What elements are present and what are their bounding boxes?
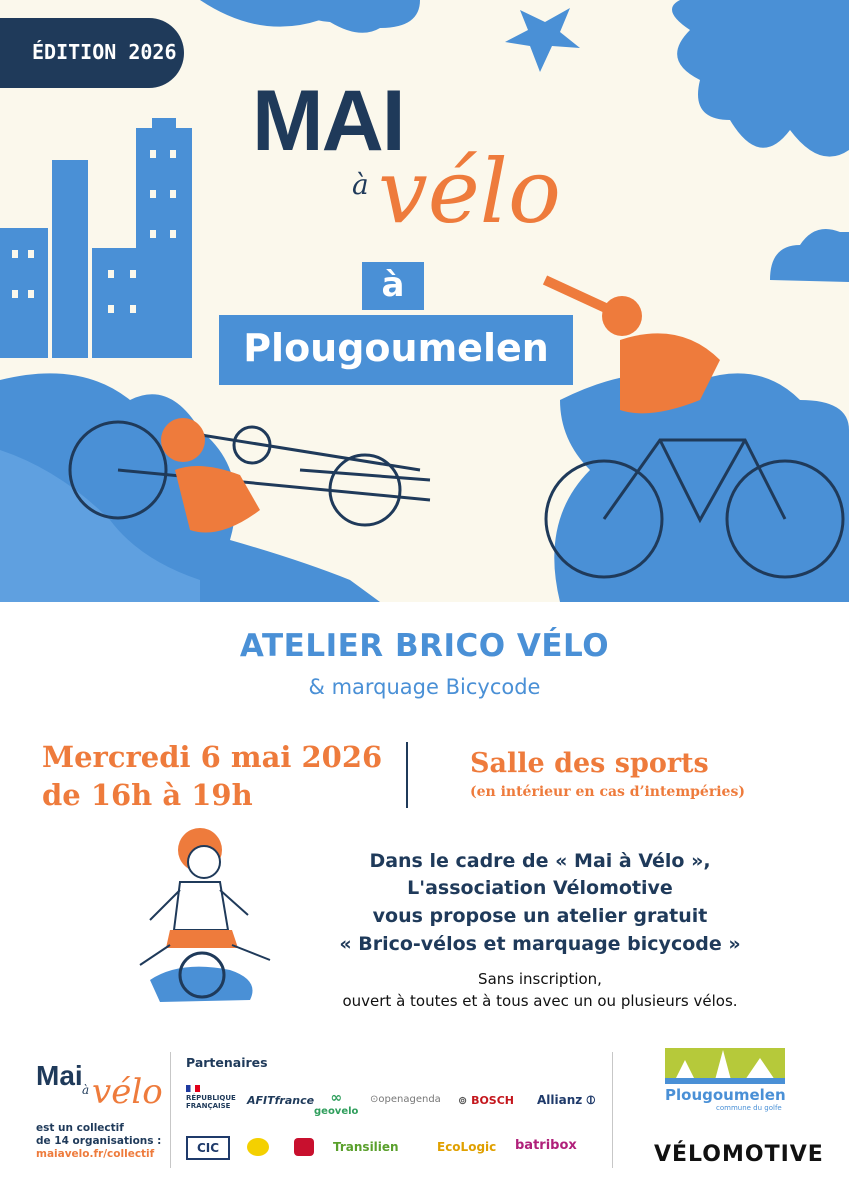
partner-afit: AFITfrance — [247, 1094, 315, 1107]
partners-title: Partenaires — [186, 1055, 268, 1070]
allianz-icon: ⦶ — [586, 1093, 596, 1107]
title-mai: MAI — [252, 73, 404, 169]
velomotive-logo: VÉLOMOTIVE — [654, 1142, 824, 1167]
collectif-text — [36, 1122, 161, 1161]
note-line-2: ouvert à toutes et à tous avec un ou plusieurs vélos. — [342, 992, 738, 1010]
bosch-label: BOSCH — [471, 1094, 514, 1107]
note-line-1: Sans inscription, — [478, 970, 602, 988]
rf-line-1: RÉPUBLIQUE — [186, 1094, 236, 1102]
location-pin-icon: ⊙ — [370, 1094, 379, 1105]
event-subtitle: & marquage Bicycode — [308, 675, 541, 699]
description-line-3: vous propose un atelier gratuit — [372, 905, 708, 927]
collectif-line-1: est un collectif — [36, 1122, 124, 1134]
edition-label: ÉDITION 2026 — [32, 40, 177, 64]
plougoumelen-logo-text: Plougoumelen — [665, 1086, 786, 1104]
description-line-2: L'association Vélomotive — [407, 877, 673, 899]
collectif-line-2: de 14 organisations : — [36, 1135, 162, 1147]
french-flag-icon — [186, 1085, 200, 1092]
allianz-label: Allianz — [537, 1093, 583, 1107]
event-time: de 16h à 19h — [42, 778, 253, 812]
building-left — [0, 228, 48, 358]
footer-divider-right — [612, 1052, 613, 1168]
partner-openagenda — [370, 1094, 441, 1105]
partner-allianz — [537, 1093, 595, 1108]
openagenda-label: openagenda — [378, 1094, 441, 1105]
event-place-note: (en intérieur en cas d’intempéries) — [470, 784, 745, 800]
rf-line-2: FRANÇAISE — [186, 1102, 231, 1110]
description-line-4: « Brico-vélos et marquage bicycode » — [339, 933, 741, 955]
cloud-right — [770, 229, 849, 282]
sun-blob — [672, 0, 849, 157]
collectif-link[interactable]: maiavelo.fr/collectif — [36, 1148, 155, 1160]
footer-divider-left — [170, 1052, 171, 1168]
event-title: ATELIER BRICO VÉLO — [239, 628, 610, 664]
partner-geovelo — [314, 1090, 358, 1117]
bosch-icon: ⊚ — [458, 1094, 468, 1107]
footer-logo-velo: vélo — [92, 1072, 163, 1112]
edition-badge — [0, 18, 184, 88]
city-name-box: Plougoumelen — [219, 315, 573, 385]
event-date: Mercredi 6 mai 2026 — [42, 740, 383, 774]
title-a: à — [352, 168, 369, 201]
partner-bosch — [458, 1094, 514, 1107]
cyclist-head — [602, 296, 642, 336]
building-left2 — [52, 160, 88, 358]
sncf-logo-icon — [294, 1138, 314, 1156]
partner-transilien: Transilien — [333, 1140, 399, 1154]
top-cloud — [300, 0, 420, 33]
child-cyclist-illustration — [120, 820, 280, 1010]
plougoumelen-logo-subtitle: commune du golfe — [716, 1104, 782, 1112]
partner-ecologic: EcoLogic — [437, 1140, 497, 1154]
building-mid — [92, 248, 172, 358]
footer-logo-mai: Mai — [36, 1060, 83, 1091]
vertical-divider — [406, 742, 408, 808]
tour-de-france-logo-icon — [247, 1138, 269, 1156]
partner-cic: CIC — [186, 1136, 230, 1160]
title-velo: vélo — [378, 140, 561, 243]
star-blob — [505, 8, 580, 72]
partner-batribox: batribox — [515, 1138, 577, 1153]
partner-republique-francaise — [186, 1085, 236, 1110]
leaf-right — [554, 373, 849, 602]
event-place: Salle des sports — [470, 748, 709, 779]
handbike-rider-head — [161, 418, 205, 462]
footer-logo-a: à — [82, 1083, 90, 1097]
description-line-1: Dans le cadre de « Mai à Vélo », — [369, 850, 711, 872]
geovelo-icon: ∞ — [330, 1090, 343, 1106]
geovelo-label: geovelo — [314, 1106, 359, 1117]
plougoumelen-logo-graphic — [665, 1040, 785, 1086]
city-prefix-box: à — [362, 262, 424, 310]
